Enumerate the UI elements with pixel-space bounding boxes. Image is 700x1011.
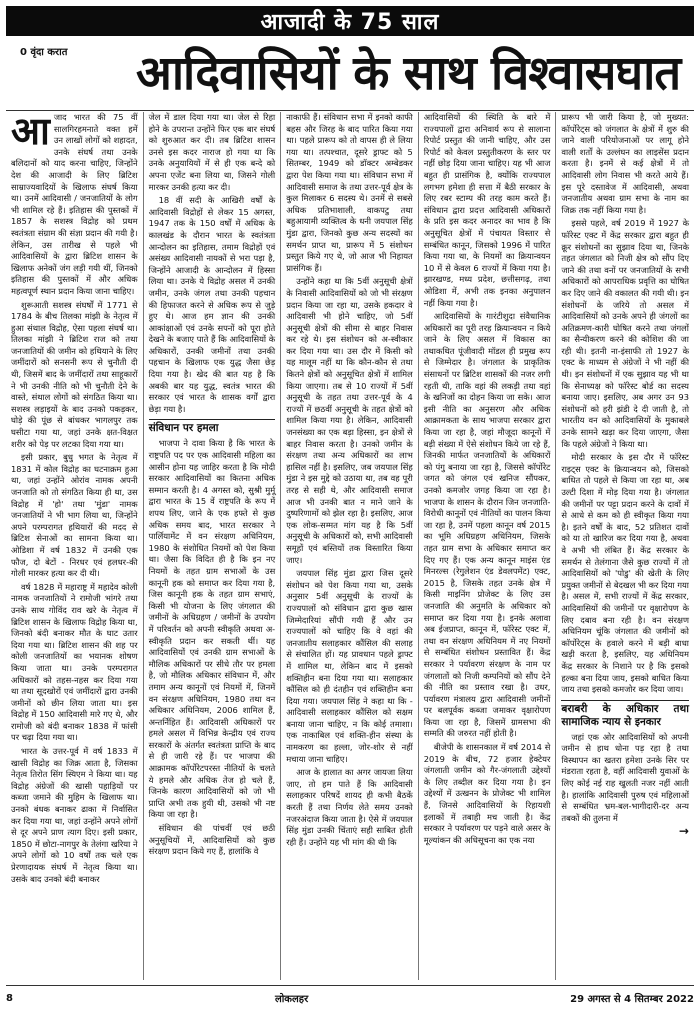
paragraph: संविधान की पांचवीं एवं छठी अनुसूचियों में, आदिवासियों को कुछ संरक्षण प्रदान किये गए हैं, हालांकि वे [148, 823, 276, 857]
paragraph: जहां एक ओर आदिवासियों को अपनी जमीन से हाथ धोना पड़ रहा है तथा विस्थापन का खतरा हमेशा उनके सिर पर मंडराता रहता है, वहीं आदिवासी युवाओं के लिए कोई नई राह खुलती नजर नहीं आती है। हालांकि आदिवासी पुरुष एवं महिलाओं से सम्बंधित भ्रम-बल-भागीदारी-दर अन्य तबकों की तुलना में [561, 731, 689, 823]
paragraph: आदिवासियों की स्थिति के बारे में राज्यपालों द्वारा अनिवार्य रूप से सालाना रिपोर्ट प्रस्तुत की जानी चाहिए, और उस रिपोर्ट को केवल प्रस्तुतीकरण के स्तर पर नहीं छोड़ दिया जाना चाहिए। यह भी आज बहुत ही प्रासंगिक है, क्योंकि राज्यपाल लगभग हमेशा ही सत्ता में बैठी सरकार के लिए रबर स्टाम्प की तरह काम करते हैं। संविधान द्वारा प्रदत्त आदिवासी अधिकारों के प्रति इस कदर अनादर का भाव है कि अनुसूचित क्षेत्रों में पंचायत विस्तार से सम्बंधित कानून, जिसको 1996 में पारित किया गया था, के नियमों का क्रियान्वयन 10 में से केवल 6 राज्यों में किया गया है। झारखण्ड, मध्य प्रदेश, छत्तीसगढ़, तथा ओडिशा में, अभी तक इनका अनुपालन नहीं किया गया है। [423, 112, 551, 308]
section-subhead: बराबरी के अधिकार तथा सामाजिक न्याय से इनकार [561, 700, 689, 729]
footer-divider [6, 985, 694, 986]
paragraph: भारत के उत्तर-पूर्व में वर्ष 1833 में खासी विद्रोह का जिक्र आता है, जिसका नेतृत्व तिरोत सिंग स्यिएम ने किया था। यह विद्रोह अंग्रेजों की खासी पहाड़ियों पर कब्जा जमाने की मुहिम के खिलाफ था। उनको बंधक बनाकर ढाका में निर्वासित कर दिया गया था, जहां उन्होंने अपने लोगों से दूर अपने प्राण त्याग दिए। इसी प्रकार, 1850 में छोटा-नागपुर के तेलंगा खरिया ने अपने लोगों को 10 वर्षों तक चले एक प्रेरणादायक संघर्ष में नेतृत्व किया था। उसके बाद उनको बंदी बनाकर [11, 746, 138, 884]
paragraph: बीजेपी के शासनकाल में वर्ष 2014 से 2019 के बीच, 72 हजार हेक्टेयर जंगलाती जमीन को गैर-जंगलाती उद्देश्यों के लिए तब्दील कर दिया गया है। इन उद्देश्यों में उत्खनन के प्रोजेक्ट भी शामिल हैं, जिनसे आदिवासियों के रिहायशी इलाकों में तबाही मच जाती है। केंद्र सरकार ने पर्यावरण पर पड़ने वाले असर के मूल्यांकन की अधिसूचना का एक नया [423, 742, 551, 845]
section-subhead: संविधान पर हमला [149, 419, 276, 435]
paragraph: इससे पहले, वर्ष 2019 में 1927 के फॉरेस्ट एक्ट में केंद्र सरकार द्वारा बहुत ही क्रूर संशोधनों का सुझाव दिया था, जिनके तहत जंगलात को निजी क्षेत्र को सौंप दिए जाने की तथा वनों पर जनजातियों के सभी अधिकारों को आपराधिक प्रवृत्ति का घोषित कर दिए जाने की वकालत की गयी थी। इन संशोधनों के जरिये तो असल में आदिवासियों को उनके अपने ही जंगलों का अतिक्रमण-कारी घोषित करने तथा जंगलों का सैन्यीकरण करने की कोशिश की जा रही थी। इतनी ना-इंसाफी तो 1927 के एक्ट के माध्यम से अंग्रेजों ने भी नहीं की थी। इन संशोधनों में एक सुझाव यह भी था कि सेनाध्यक्ष को फॉरेस्ट बोर्ड का सदस्य बनाया जाए। इसलिए, अब अगर उन 93 संशोधनों को हरी झंडी दे दी जाती है, तो भारतीय वन को आदिवासियों के मुकाबले उनके सामने खड़ा कर दिया जाएगा, जैसा कि पहले अंग्रेजों ने किया था। [561, 218, 689, 449]
paragraph: नाकाफी हैं। संविधान सभा में इनको काफी बहस और जिरह के बाद पारित किया गया था। पहले प्रारूप को तो वापस ही ले लिया गया था। तत्पश्चात, दूसरे ड्राफ्ट को 5 सितम्बर, 1949 को डॉक्टर अम्बेडकर द्वारा पेश किया गया था। संविधान सभा में आदिवासी समाज के तथा उत्तर-पूर्व क्षेत्र के कुल मिलाकर 6 सदस्य थे। उनमें से सबसे अधिक प्रतिभाशाली, वाकपटु तथा बहुआयामी व्यक्तित्व के धनी जयपाल सिंह मुंडा द्वारा, जिनको कुछ अन्य सदस्यों का समर्थन प्राप्त था, प्रारूप में 5 संशोधन प्रस्तुत किये गए थे, जो आज भी निहायत प्रासंगिक हैं। [286, 112, 413, 273]
paragraph: आदिवासियों के गारंटीशुदा संवैधानिक अधिकारों का पूरी तरह क्रियान्वयन न किये जाने के लिए असल में विकास का तथाकथित पूंजीवादी मॉडल ही प्रमुख रूप से जिम्मेदार है। जंगलात के प्राकृतिक संसाधनों पर ब्रिटिश शासकों की नजर लगी रहती थी, ताकि वहां की लकड़ी तथा वहां के खनिजों का दोहन किया जा सके। आज इसी नीति का अनुसरण और अधिक आक्रामकता के साथ भाजपा सरकार द्वारा किया जा रहा है, जहां मौजूदा कानूनों में बड़ी संख्या में ऐसे संशोधन किये जा रहे हैं, जिनकी मार्फत जनजातियों के अधिकारों को पंगु बनाया जा रहा है, जिससे कॉर्पोरेट जगत को जंगल एवं खनिज सौंपकर, उनको कमजोर जगह किया जा रहा है। भाजपा के शासन के दौरान जिन जनजाति-विरोधी कानूनों एवं नीतियों का पालन किया जा रहा है, उनमें पहला कानून वर्ष 2015 का भूमि अधिग्रहण अधिनियम, जिसके तहत ग्राम सभा के अधिकार समाप्त कर दिए गए हैं। एक अन्य कानून माइंस एंड मिनरल्स (रेगुलेशन एंड डेवलपमेंट) एक्ट, 2015 है, जिसके तहत उनके क्षेत्र में किसी माइनिंग प्रोजेक्ट के लिए उस जनजाति की अनुमति के अधिकार को समाप्त कर दिया गया है। इनके अलावा अब ईजप्राप्त, कानून में, फॉरेस्ट एक्ट में, तथा वन संरक्षण अधिनियम में नए नियमों से सम्बंधित संशोधन प्रस्तावित हैं। केंद्र सरकार ने पर्यावरण संरक्षण के नाम पर जंगलातों को निजी कम्पनियों को सौंप देने की नीति का प्रस्ताव रखा है। उधर, पर्यावरण मंत्रालय द्वारा आदिवासी जमीनों पर बलपूर्वक कब्जा जमाकर वृक्षारोपण किया जा रहा है, जिसमें ग्रामसभा की सम्मति की जरुरत नहीं होती है। [423, 311, 551, 739]
drop-cap: आ [11, 112, 50, 153]
paragraph: वर्ष 1828 में महाराष्ट्र में महादेव कोली नामक जनजातियों ने रामोजी भांगरे तथा उनके साथ गोविंद राव खरे के नेतृत्व में ब्रिटिश शासन के खिलाफ विद्रोह किया था, जिनको बंदी बनाकर मौत के घाट उतार दिया गया था। ब्रिटिश शासन की शह पर कोली जनजातियों का भयानक शोषण किया जाता था। उनके परम्परागत अधिकारों को तहस-नहस कर दिया गया था तथा सूदखोरों एवं जमींदारों द्वारा उनकी जमीनों को छीन लिया जाता था। इस विद्रोह में 150 आदिवासी मारे गए थे, और रामोजी को बंदी बनाकर 1838 में फांसी पर चढ़ा दिया गया था। [11, 581, 138, 743]
column-1 [6, 112, 144, 980]
paragraph: आज के हालात का अगर जायजा लिया जाए, तो हम पाते हैं कि आदिवासी सलाहकार परिषदें शायद ही कभी बैठकें करती हैं तथा निर्णय लेते समय उनको नजरअंदाज किया जाता है। ऐसे में जयपाल सिंह मुंडा उनकी चिंताएं सही साबित होती रही हैं। उन्होंने यह भी मांग की थी कि [286, 767, 413, 847]
page-number: 8 [6, 992, 13, 1004]
column-2 [144, 112, 282, 980]
paragraph: उन्होंने कहा था कि 5वीं अनुसूची क्षेत्रों के निवासी आदिवासियों को जो भी संरक्षण प्रदान किया जा रहा था, उसके हकदार वे आदिवासी भी होने चाहिए, जो 5वीं अनुसूची क्षेत्रों की सीमा से बाहर निवास कर रहे थे। इस संशोधन को अ-स्वीकार कर दिया गया था। उस दौर में किसी को यह मालूम नहीं था कि कौन-कौन से तथा कितने क्षेत्रों को अनुसूचित क्षेत्रों में शामिल किया जाएगा। तब से 10 राज्यों में 5वीं अनुसूची के तहत तथा उत्तर-पूर्व के 4 राज्यों में छठवीं अनुसूची के तहत क्षेत्रों को शामिल किया गया है। लेकिन, आदिवासी जनसंख्या का एक बड़ा हिस्सा, इन क्षेत्रों से बाहर निवास करता है। उनको जमीन के संरक्षण तथा अन्य अधिकारों का लाभ हासिल नहीं है। इसलिए, जब जयपाल सिंह मुंडा ने इस मुद्दे को उठाया था, तब वह पूरी तरह से सही थे, और आदिवासी समाज आज भी उनकी बात न माने जाने के दुष्परिणामों को झेल रहा है। इसलिए, आज एक लोक-सम्मत मांग यह है कि 5वीं अनुसूची के अधिकारों को, सभी आदिवासी समूहों एवं बस्तियों तक विस्तारित किया जाए। [286, 276, 413, 565]
paragraph: मोदी सरकार के इस दौर में फॉरेस्ट राइट्स एक्ट के क्रियान्वयन को, जिसको बाधित तो पहले से किया जा रहा था, अब उल्टी दिशा में मोड़ दिया गया है। जंगलात की जमीनों पर पट्टा प्रदान करने के दावों में से आधे से कम को ही स्वीकृत किया गया है। इतने वर्षों के बाद, 52 प्रतिशत दावों को या तो खारिज कर दिया गया है, अथवा वे अभी भी लंबित हैं। केंद्र सरकार के समर्थन से तेलंगाना जैसे कुछ राज्यों में तो आदिवासियों को 'पोडु' की खेती के लिए प्रयुक्त जमीनों से बेदखल भी कर दिया गया है। असल में, सभी राज्यों में केंद्र सरकार, आदिवासियों की जमीनों पर वृक्षारोपण के लिए दबाव बना रही है। वन संरक्षण अधिनियम चूंकि जंगलात की जमीनों को कॉर्पोरेट्स के हवाले करने में बड़ी बाधा खड़ी करता है, इसलिए, यह अधिनियम केंद्र सरकार के निशाने पर है कि इसको हल्का बना दिया जाय, इसको बाधित किया जाय तथा इसको कमजोर कर दिया जाय। [561, 452, 689, 695]
section-banner [6, 6, 694, 36]
paragraph: इसी प्रकार, बुधु भगत के नेतृत्व में 1831 में कोल विद्रोह का घटनाक्रम हुआ था, जहां उन्होंने ओरांव नामक अपनी जनजाति को तो संगठित किया ही था, उस विद्रोह में 'हो' तथा 'मुंडा' नामक जनजातियों ने भी भाग लिया था, जिन्होंने अपने परम्परागत हथियारों की मदद से ब्रिटिश सेनाओं का सामना किया था। ओडिशा में वर्ष 1832 में उनकी एक फौज, दो बेटों - निरधर एवं हलधर-की गोली मारकर हत्या कर दी थी। [11, 452, 138, 579]
paragraph: 18 वीं सदी के आखिरी वर्षों के आदिवासी विद्रोहों से लेकर 15 अगस्त, 1947 तक के 150 वर्षों में अधिक के कालखंड के दौरान भारत के स्वतंत्रता आन्दोलन का इतिहास, तमाम विद्रोहों एवं असंख्य आदिवासी नायकों से भरा पड़ा है, जिन्होंने आजादी के आन्दोलन में हिस्सा लिया था। उनके ये विद्रोह असल में उनकी जमीन, उनके जंगल तथा उनकी पहचान की हिफाजत करने से अधिक रूप से जुड़े हुए थे। आज हम ज्ञान की उनकी आकांक्षाओं एवं उनके सपनों को पूरा होते देखने के बजाए पाते हैं कि आदिवासियों के अधिकारों, उनकी जमीनों तथा उनकी पहचान के खिलाफ एक युद्ध जैसा छेड़ दिया गया है। खेद की बात यह है कि अबकी बार यह युद्ध, स्वतंत्र भारत की सरकार एवं भारत के शासक वर्गों द्वारा छेड़ा गया है। [148, 195, 276, 414]
paragraph: जयपाल सिंह मुंडा द्वारा जिस दूसरे संशोधन को पेश किया गया था, उसके अनुसार 5वीं अनुसूची के राज्यों के राज्यपालों को संविधान द्वारा कुछ खास जिम्मेदारियां सौंपी गयी हैं और उन राज्यपालों को चाहिए कि वे वहां की जनजातीय सलाहकार कौंसिल की सलाह से संचालित हों। यह प्रावधान पहले ड्राफ्ट में शामिल था, लेकिन बाद में इसको शक्तिहीन बना दिया गया था। सलाहकार कौंसिल को ही दंतहीन एवं शक्तिहीन बना दिया गया। जयपाल सिंह ने कहा था कि - आदिवासी सलाहकार कौंसिल को सक्षम बनाया जाना चाहिए, न कि कोई तमाशा। एक नाकाबिल एवं शक्ति-हीन संस्था के नामकरण का हल्ला, जोर-शोर से नहीं मचाया जाना चाहिए। [286, 568, 413, 764]
continue-arrow-icon: → [678, 824, 689, 839]
paragraph: भाजपा ने दावा किया है कि भारत के राष्ट्रपति पद पर एक आदिवासी महिला का आसीन होना यह जाहिर करता है कि मोदी सरकार आदिवासियों का कितना अधिक सम्मान करती है। 4 अगस्त को, सुश्री मुर्मू द्वारा भारत के 15 वें राष्ट्रपति के रूप में शपथ लिए, जाने के एक हफ्ते से कुछ अधिक समय बाद, भारत सरकार ने पार्लियामेंट में वन संरक्षण अधिनियम, 1980 के संशोधित नियमों को पेश किया था। जैसा कि विदित ही है कि इन नए नियमों के तहत ग्राम सभाओं के उस कानूनी हक को समाप्त कर दिया गया है, जिस कानूनी हक के तहत ग्राम सभाएं, किसी भी योजना के लिए जंगलात की जमीनों के अधिग्रहण / जमीनों के उपयोग में परिवर्तन को अपनी स्वीकृति अथवा अ-स्वीकृति प्रदान कर सकती थीं। यह आदिवासियों एवं उनकी ग्राम सभाओं के मौलिक अधिकारों पर सीधे तौर पर हमला है, जो मौलिक अधिकार संविधान में, और तमाम अन्य कानूनों एवं नियमों में, जिनमें वन संरक्षण अधिनियम, 1980 तथा वन अधिकार अधिनियम, 2006 शामिल हैं, अन्तर्निहित हैं। आदिवासी अधिकारों पर हमले असल में विभिन्न केन्द्रीय एवं राज्य सरकारों के अंतर्गत स्वतंत्रता प्राप्ति के बाद से ही जारी रहे हैं। पर भाजपा की आक्रामक कॉर्पोरेटपरस्त नीतियों के चलते ये हमले और अधिक तेज हो चले हैं, जिनके कारण आदिवासियों को जो भी प्राप्ति अभी तक हुयी थी, उसको भी नष्ट किया जा रहा है। [148, 438, 276, 820]
publication-name: लोकलहर [274, 994, 309, 1005]
page-footer [6, 990, 694, 1006]
issue-date: 29 अगस्त से 4 सितम्बर 2022 [570, 994, 694, 1005]
article-columns [6, 112, 694, 980]
column-5 [556, 112, 694, 980]
paragraph: जेल में डाल दिया गया था। जेल से रिहा होने के उपरान्त उन्होंने फिर एक बार संघर्ष को शुरुआत कर दी। तब ब्रिटिश शासन उनसे इस कदर नाराज हो गया था कि उनके अनुयायियों में से ही एक बन्दे को अपना एजेंट बना लिया था, जिसने गोली मारकर उनकी हत्या कर दी। [148, 112, 276, 192]
paragraph: शुरूआती सशस्त्र संघर्षों में 1771 से 1784 के बीच तिलका मांझी के नेतृत्व में हुआ संथाल विद्रोह, ऐसा पहला संघर्ष था। तिलका मांझी ने ब्रिटिश राज को तथा जनजातियों की जमीन को हथियाने के लिए जमींदारों को सनसनी रूप से चुनौती दी थी, जिसमें बाद के जमींदारों तथा साहूकारों ने भी उनकी नीति को भी चुनौती देने के वास्ते, संथाल लोगों को संगठित किया था। सशस्त्र लड़ाइयों के बाद उनको पकड़कर, घोड़े की पूंछ से बांधकर भागलपुर तक घसीटा गया था, जहां उनके क्षत-विक्षत शरीर को पेड़ पर लटका दिया गया था। [11, 299, 138, 449]
article-headline: आदिवासियों के साथ विश्वासघात [136, 46, 681, 101]
header-divider [6, 110, 694, 111]
banner-title: आजादी के 75 साल [260, 10, 440, 35]
column-3 [281, 112, 419, 980]
column-4 [419, 112, 557, 980]
paragraph: प्रारूप भी जारी किया है, जो मुख्यत: कॉर्पोरेट्स को जंगलात के क्षेत्रों में शुरु की जाने वाली परियोजनाओं पर लागू होने वाली शर्तों के उल्लंघन का लाइसेंस प्रदान करता है। इनमें से कई क्षेत्रों में तो आदिवासी लोग निवास भी करते आये हैं। इस पूरे दस्तावेज में आदिवासी, अथवा जनजातीय अथवा ग्राम सभा के नाम का जिक्र तक नहीं किया गया है। [561, 112, 689, 215]
author-byline: 0 वृंदा करात [20, 47, 68, 58]
paragraph: जाद भारत की 75 वीं सालगिरहमनाते वक्त हमें उन लाखों लोगों को शहादत, उनके संघर्ष तथा उनके बलिदानों को याद करना चाहिए, जिन्होंने देश की आजादी के लिए ब्रिटिश साम्राज्यवादियों के खिलाफ संघर्ष किया था। उनमें आदिवासी / जनजातियों के लोग भी शामिल रहे हैं। इतिहास की पुस्तकों में 1857 के सशस्त्र विद्रोह को प्रथम स्वतंत्रता संग्राम की संज्ञा प्रदान की गयी है। लेकिन, उस तारीख से पहले भी आदिवासियों के द्वारा ब्रिटिश शासन के खिलाफ अनेकों जंग लड़ी गयी थीं, जिनको इतिहास की पुस्तकों में और अधिक महत्वपूर्ण स्थान प्रदान किया जाना चाहिए। [11, 112, 138, 296]
